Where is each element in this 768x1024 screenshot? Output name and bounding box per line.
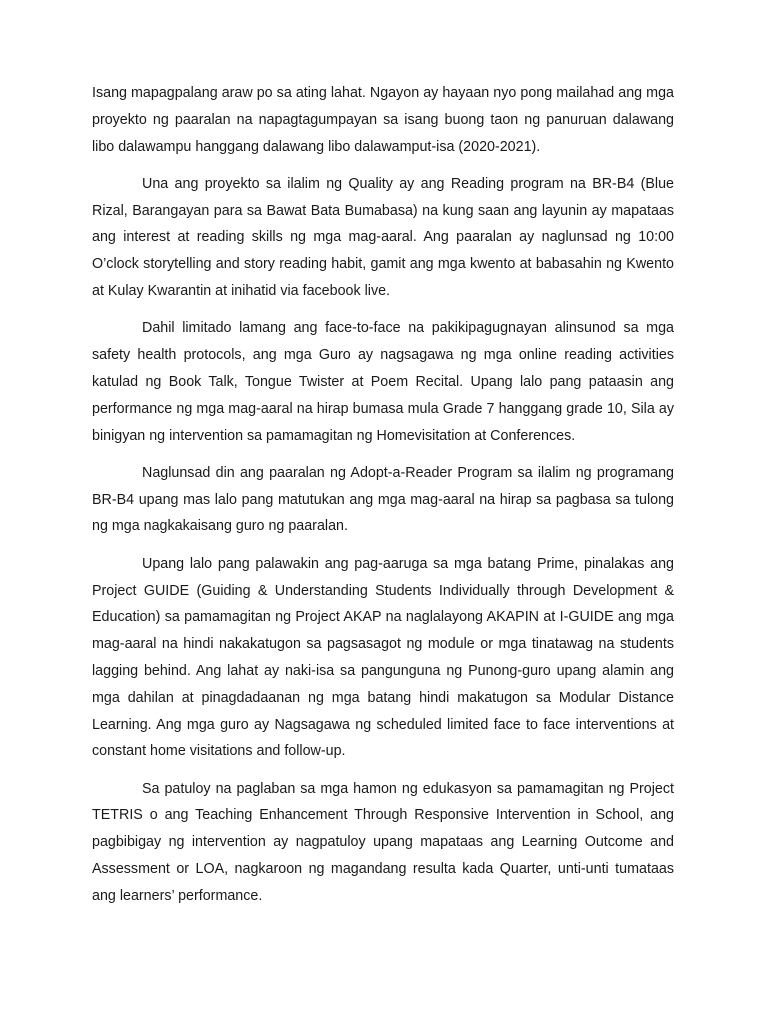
paragraph-intro: Isang mapagpalang araw po sa ating lahat. Ngayon ay hayaan nyo pong mailahad ang mga proyekto ng paaralan na napagtagumpayan sa isang buong taon ng panuruan dalawang libo dalawampu hanggang dalawang libo dalawamput-isa (2020-2021). [92,85,674,155]
paragraph-adopt-a-reader: Naglunsad din ang paaralan ng Adopt-a-Reader Program sa ilalim ng programang BR-B4 upang mas lalo pang matutukan ang mga mag-aaral na hirap sa pagbasa sa tulong ng mga nagkakaisang guro ng paaralan. [92,464,674,535]
paragraph-project-tetris: Sa patuloy na paglaban sa mga hamon ng edukasyon sa pamamagitan ng Project TETRIS o ang Teaching Enhancement Through Responsive Intervention in School, ang pagbibigay ng intervention ay nagpatuloy upang mapataas ang Learning Outcome and Assessment or LOA, nagkaroon ng magandang resulta kada Quarter, unti-unti tumataas ang learners’ performance. [92,780,674,904]
paragraph-online-reading: Dahil limitado lamang ang face-to-face na pakikipagugnayan alinsunod sa mga safety health protocols, ang mga Guro ay nagsagawa ng mga online reading activities katulad ng Book Talk, Tongue Twister at Poem Recital. Upang lalo pang pataasin ang performance ng mga mag-aaral na hirap bumasa mula Grade 7 hanggang grade 10, Sila ay binigyan ng intervention sa pamamagitan ng Homevisitation at Conferences. [92,320,674,444]
paragraph-project-guide: Upang lalo pang palawakin ang pag-aaruga sa mga batang Prime, pinalakas ang Project GUIDE (Guiding & Understanding Students Individually through Development & Education) sa pamamagitan ng Project AKAP na naglalayong AKAPIN at I-GUIDE ang mga mag-aaral na hindi nakakatugon sa pagsasagot ng module or mga tinatawag na students lagging behind. Ang lahat ay naki-isa sa pangunguna ng Punong-guro upang alamin ang mga dahilan at pinagdadaanan ng mga batang hindi makatugon sa Modular Distance Learning. Ang mga guro ay Nagsagawa ng scheduled limited face to face interventions at constant home visitations and follow-up. [92,555,674,760]
document-page [92,80,674,920]
paragraph-reading-program: Una ang proyekto sa ilalim ng Quality ay ang Reading program na BR-B4 (Blue Rizal, Barangayan para sa Bawat Bata Bumabasa) na kung saan ang layunin ay mapataas ang interest at reading skills ng mga mag-aaral. Ang paaralan ay naglunsad ng 10:00 O’clock storytelling and story reading habit, gamit ang mga kwento at babasahin ng Kwento at Kulay Kwarantin at inihatid via facebook live. [92,175,674,300]
